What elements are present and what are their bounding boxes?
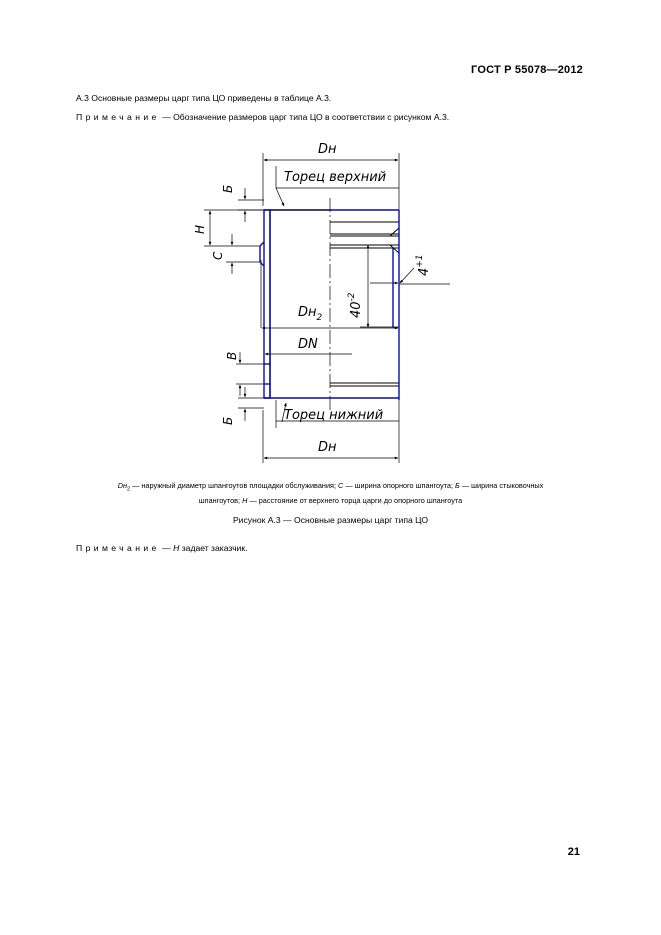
label-dn2 xyxy=(298,305,323,323)
paragraph-a3: А.3 Основные размеры царг типа ЦО приведены в таблице А.3. xyxy=(76,93,332,103)
legend-h-text: — расстояние от верхнего торца царги до опорного шпангоута xyxy=(247,496,463,506)
label-40-sup: -2 xyxy=(347,292,357,302)
label-4-sup: +1 xyxy=(415,254,425,268)
label-4-main: 4 xyxy=(417,267,432,276)
note-1 xyxy=(76,112,449,122)
legend-dn2: Dн xyxy=(117,481,127,490)
note-2-text: задает заказчик. xyxy=(179,543,248,553)
legend-h: Н xyxy=(242,496,248,506)
label-4 xyxy=(415,254,432,276)
legend-c-text: — ширина опорного шпангоута; xyxy=(343,481,456,490)
note-1-text: — Обозначение размеров царг типа ЦО в соответствии с рисунком А.3. xyxy=(159,112,450,122)
legend-dn2-sub: 2 xyxy=(126,486,131,493)
document-header: ГОСТ Р 55078—2012 xyxy=(471,64,583,76)
note-2-h: Н xyxy=(173,543,180,553)
label-dn-bottom: Dн xyxy=(318,440,337,455)
legend-c: С xyxy=(338,481,344,490)
label-b-bottom: Б xyxy=(221,416,235,425)
legend-line2-text: шпангоутов; xyxy=(198,496,243,506)
label-b-top: Б xyxy=(221,184,235,193)
note-2-dash: — xyxy=(159,543,174,553)
label-dn-center: DN xyxy=(298,337,318,352)
label-dn2-sub: 2 xyxy=(316,313,323,323)
label-40-main: 40 xyxy=(349,301,364,318)
note-2-label: Примечание xyxy=(76,543,160,553)
figure-a3-drawing xyxy=(193,138,460,470)
label-v: В xyxy=(225,351,239,360)
legend-line-1 xyxy=(40,480,621,495)
legend-b: Б xyxy=(455,481,460,490)
legend-line-2 xyxy=(40,495,621,507)
label-dn2-main: Dн xyxy=(298,305,317,320)
legend-b-text: — ширина стыковочных xyxy=(459,481,544,490)
figure-a3 xyxy=(193,138,460,470)
legend-dn2-text: — наружный диаметр шпангоутов площадки обслуживания; xyxy=(130,481,339,490)
label-bottom-face: Торец нижний xyxy=(284,408,384,423)
page-number: 21 xyxy=(567,846,580,858)
figure-caption: Рисунок А.3 — Основные размеры царг типа ЦО xyxy=(232,515,429,525)
label-40 xyxy=(347,292,364,318)
note-1-label: Примечание xyxy=(76,112,160,122)
label-h: Н xyxy=(193,224,207,234)
label-dn-top: Dн xyxy=(318,142,337,157)
figure-legend xyxy=(40,480,621,507)
label-c: С xyxy=(211,251,225,260)
note-2 xyxy=(76,543,248,553)
label-top-face: Торец верхний xyxy=(284,170,387,185)
